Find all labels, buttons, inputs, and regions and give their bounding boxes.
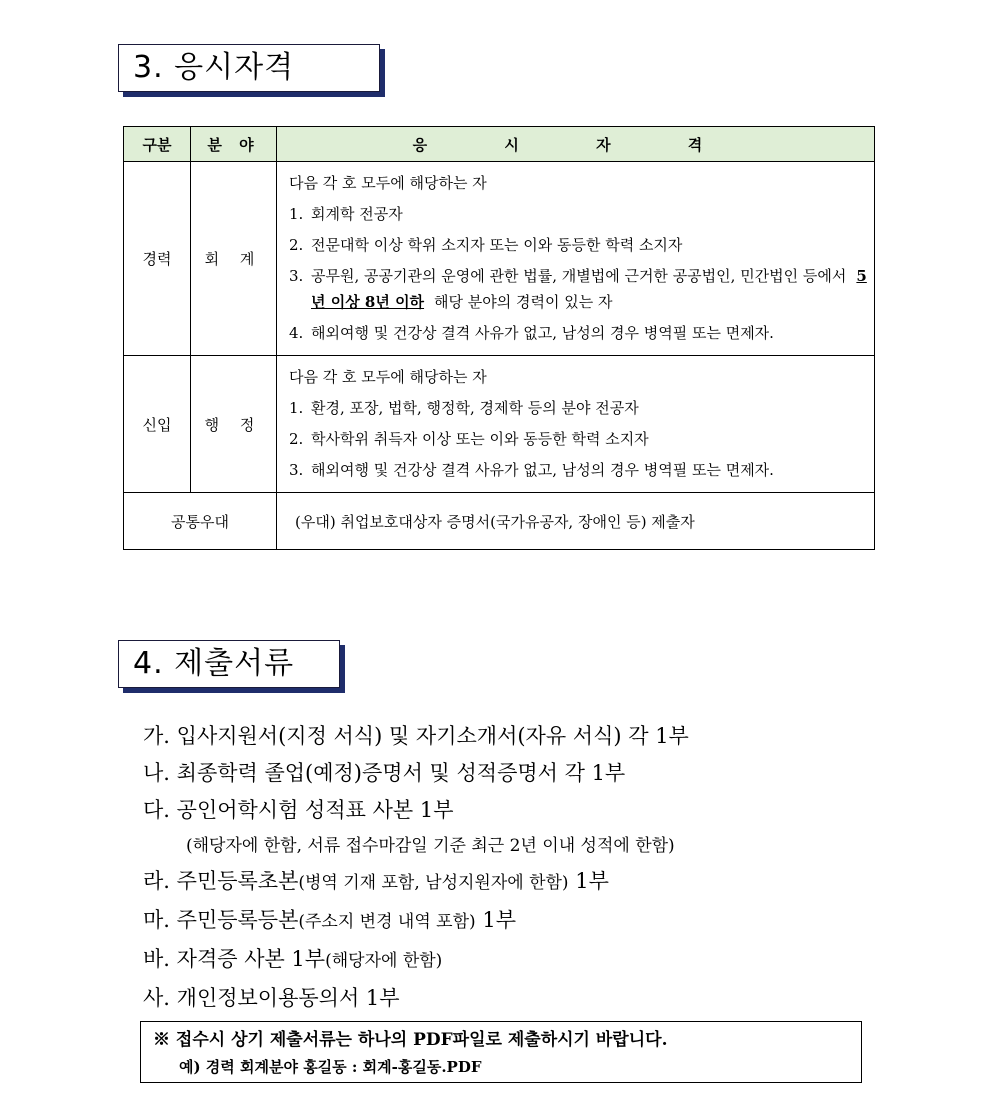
row-field: 행 정 (191, 356, 277, 493)
required-documents-list (143, 718, 863, 1017)
list-item: 가. 입사지원서(지정 서식) 및 자기소개서(자유 서식) 각 1부 (143, 724, 689, 748)
header-field: 분 야 (191, 127, 277, 162)
header-qualification: 응 시 자 격 (277, 127, 875, 162)
list-item: 3. 공무원, 공공기관의 운영에 관한 법률, 개별법에 근거한 공공법인, 민간법인 등에서 5년 이상 8년 이하 해당 분야의 경력이 있는 자 (289, 267, 867, 311)
list-item: 마. 주민등록등본(주소지 변경 내역 포함) 1부 (143, 908, 516, 932)
common-preference-label: 공통우대 (124, 493, 277, 550)
list-item: 1. 회계학 전공자 (289, 205, 403, 223)
table-row (124, 356, 875, 493)
table-row (124, 162, 875, 356)
table-row (124, 493, 875, 550)
document-note: (해당자에 한함, 서류 접수마감일 기준 최근 2년 이내 성적에 한함) (186, 836, 675, 856)
list-item: 2. 학사학위 취득자 이상 또는 이와 동등한 학력 소지자 (289, 430, 649, 448)
section-3-title: 3. 응시자격 (118, 44, 380, 92)
experience-range-emphasis: 5년 이상 8년 이하 (311, 267, 867, 311)
notice-example: 예) 경력 회계분야 홍길동 : 회계-홍길동.PDF (179, 1058, 482, 1076)
list-item: 다. 공인어학시험 성적표 사본 1부 (143, 798, 454, 822)
row-qualification (277, 356, 875, 493)
list-item: 사. 개인정보이용동의서 1부 (143, 986, 400, 1010)
table-header-row (124, 127, 875, 162)
list-item: 나. 최종학력 졸업(예정)증명서 및 성적증명서 각 1부 (143, 761, 626, 785)
row-qualification (277, 162, 875, 356)
qualification-lead: 다음 각 호 모두에 해당하는 자 (289, 368, 487, 386)
row-category: 경력 (124, 162, 191, 356)
header-category: 구분 (124, 127, 191, 162)
section-4-title: 4. 제출서류 (118, 640, 340, 688)
notice-line-1: ※ 접수시 상기 제출서류는 하나의 PDF파일로 제출하시기 바랍니다. (153, 1030, 668, 1050)
list-item: 바. 자격증 사본 1부(해당자에 한함) (143, 947, 443, 971)
qualification-table (123, 126, 875, 550)
list-item: 2. 전문대학 이상 학위 소지자 또는 이와 동등한 학력 소지자 (289, 236, 683, 254)
common-preference-text: (우대) 취업보호대상자 증명서(국가유공자, 장애인 등) 제출자 (277, 493, 875, 550)
qualification-lead: 다음 각 호 모두에 해당하는 자 (289, 174, 487, 192)
list-item: 4. 해외여행 및 건강상 결격 사유가 없고, 남성의 경우 병역필 또는 면제자. (289, 324, 774, 342)
list-item: 라. 주민등록초본(병역 기재 포함, 남성지원자에 한함) 1부 (143, 869, 609, 893)
row-field: 회 계 (191, 162, 277, 356)
list-item: 1. 환경, 포장, 법학, 행정학, 경제학 등의 분야 전공자 (289, 399, 639, 417)
row-category: 신입 (124, 356, 191, 493)
list-item: 3. 해외여행 및 건강상 결격 사유가 없고, 남성의 경우 병역필 또는 면제자. (289, 461, 774, 479)
submission-notice (140, 1021, 862, 1083)
